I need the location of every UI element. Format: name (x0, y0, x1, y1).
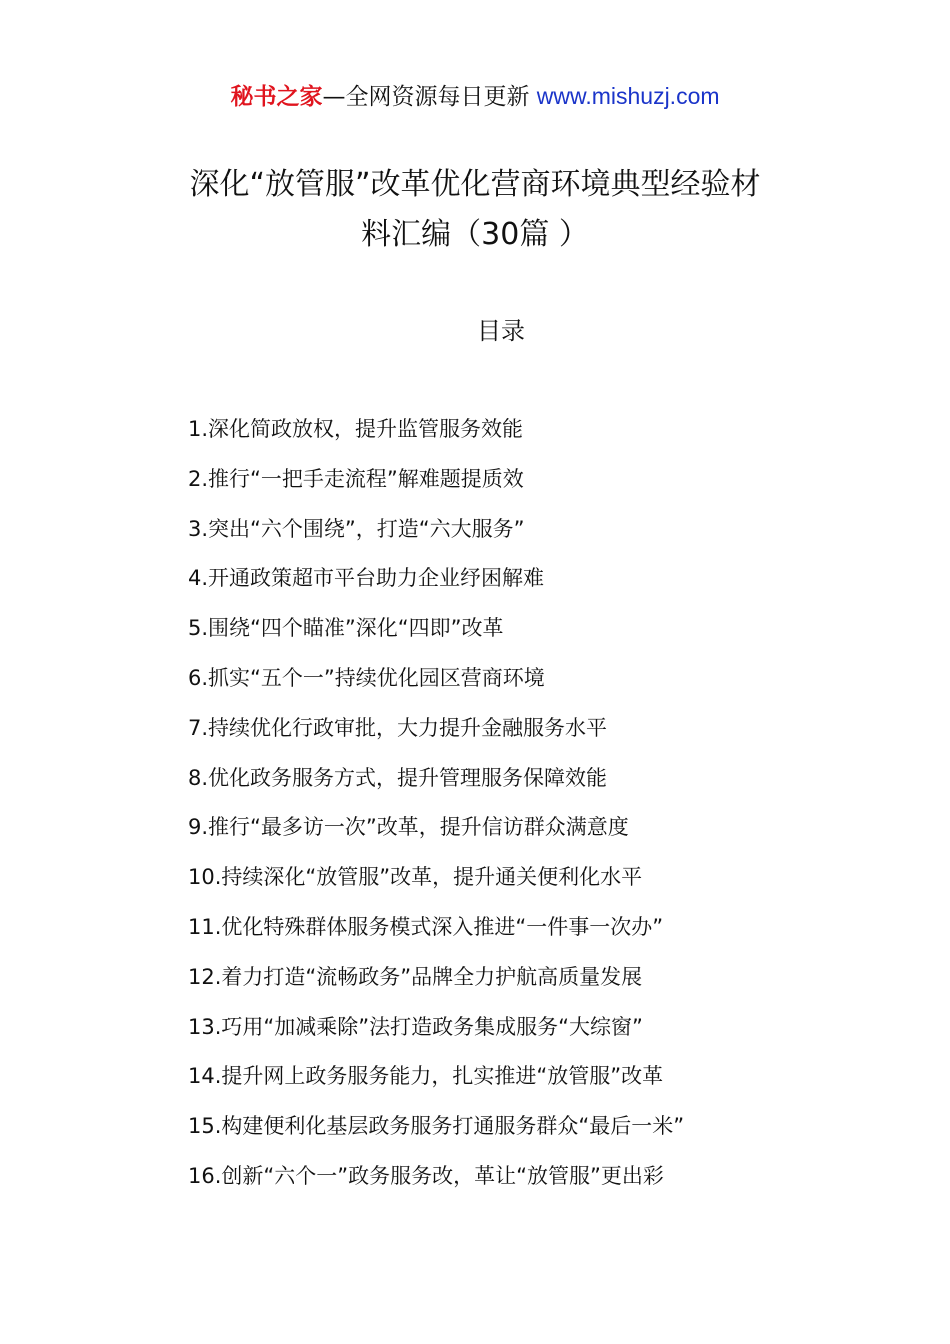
document-title-line-1: 深化“放管服”改革优化营商环境典型经验材 (189, 167, 761, 202)
site-name: 秘书之家 (230, 84, 323, 110)
site-header (0, 80, 950, 113)
toc-item[interactable]: 4.开通政策超市平台助力企业纾困解难 (188, 566, 545, 591)
toc-item[interactable]: 10.持续深化“放管服”改革，提升通关便利化水平 (188, 865, 643, 890)
toc-item[interactable]: 14.提升网上政务服务能力，扎实推进“放管服”改革 (188, 1064, 664, 1089)
toc-item[interactable]: 15.构建便利化基层政务服务打通服务群众“最后一米” (188, 1114, 685, 1139)
document-title-line-2: 料汇编（30篇 ） (361, 217, 589, 252)
table-of-contents (188, 414, 684, 1211)
toc-item[interactable]: 11.优化特殊群体服务模式深入推进“一件事一次办” (188, 914, 664, 939)
toc-heading: 目录 (477, 317, 525, 345)
toc-item[interactable]: 2.推行“一把手走流程”解难题提质效 (188, 466, 524, 491)
toc-item[interactable]: 3.突出“六个围绕”，打造“六大服务” (188, 516, 525, 541)
toc-item[interactable]: 6.抓实“五个一”持续优化园区营商环境 (188, 665, 545, 690)
toc-item[interactable]: 12.着力打造“流畅政务”品牌全力护航高质量发展 (188, 964, 643, 989)
site-slogan: —全网资源每日更新 (322, 84, 530, 110)
site-url-link[interactable]: www.mishuzj.com (536, 83, 720, 109)
toc-item[interactable]: 1.深化简政放权，提升监管服务效能 (188, 417, 524, 441)
toc-item[interactable]: 7.持续优化行政审批，大力提升金融服务水平 (188, 715, 608, 740)
toc-item[interactable]: 16.创新“六个一”政务服务改，革让“放管服”更出彩 (188, 1163, 664, 1188)
document-title (140, 160, 810, 260)
toc-item[interactable]: 8.优化政务服务方式，提升管理服务保障效能 (188, 765, 608, 790)
toc-item[interactable]: 13.巧用“加减乘除”法打造政务集成服务“大综窗” (188, 1014, 643, 1039)
toc-item[interactable]: 5.围绕“四个瞄准”深化“四即”改革 (188, 616, 504, 641)
toc-item[interactable]: 9.推行“最多访一次”改革，提升信访群众满意度 (188, 815, 629, 840)
